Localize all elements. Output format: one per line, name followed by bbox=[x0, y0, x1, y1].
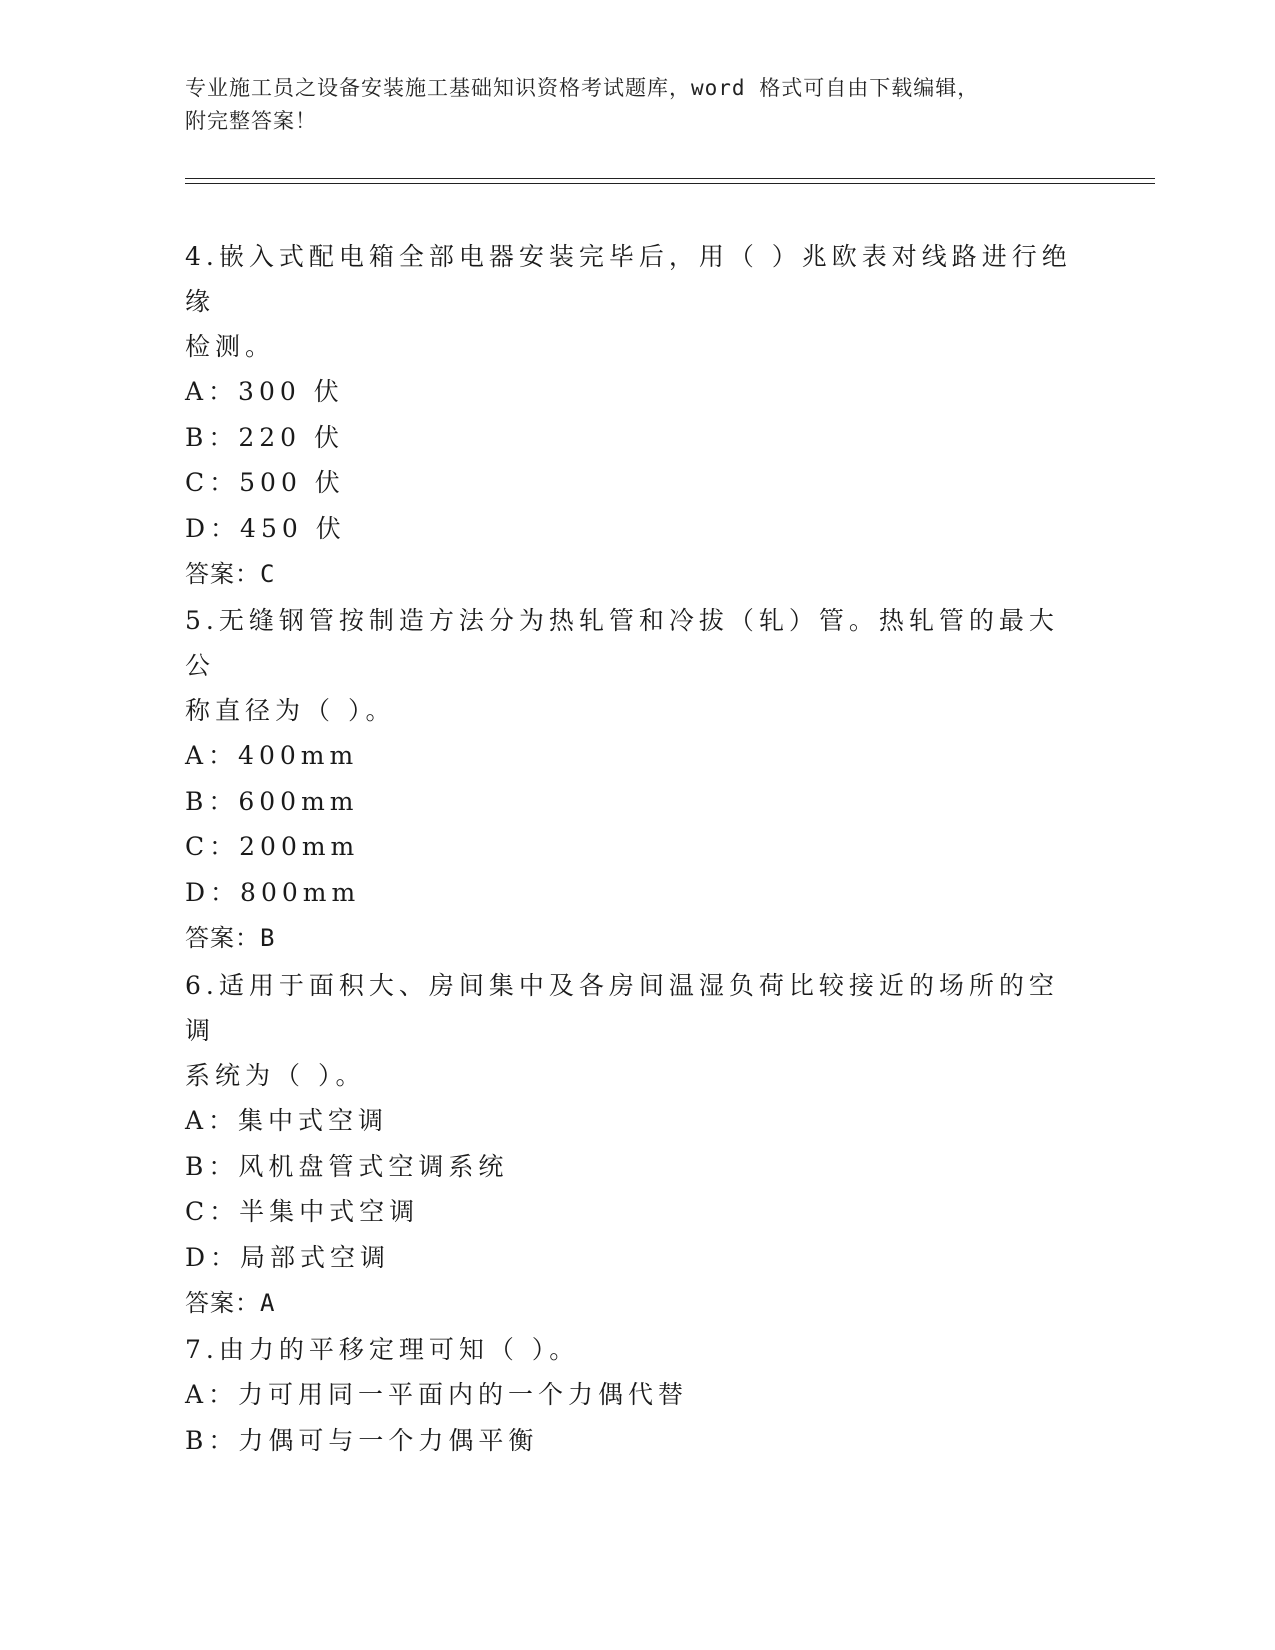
question-stem: 4.嵌入式配电箱全部电器安装完毕后，用（ ）兆欧表对线路进行绝缘 bbox=[185, 242, 1072, 316]
header-line-2: 附完整答案！ bbox=[185, 109, 317, 133]
document-header bbox=[185, 72, 1065, 138]
answer-value: C bbox=[260, 560, 276, 588]
answer-line bbox=[185, 915, 1085, 961]
answer-label: 答案： bbox=[185, 924, 260, 952]
header-line-1: 专业施工员之设备安装施工基础知识资格考试题库，word 格式可自由下载编辑， bbox=[185, 76, 980, 100]
option-d: D：局部式空调 bbox=[185, 1242, 391, 1272]
option-b: B：力偶可与一个力偶平衡 bbox=[185, 1425, 539, 1455]
option-a: A：力可用同一平面内的一个力偶代替 bbox=[185, 1380, 689, 1409]
question-6 bbox=[185, 963, 1085, 1326]
header-divider-top bbox=[185, 178, 1155, 179]
question-stem: 系统为（ ）。 bbox=[185, 1061, 366, 1090]
answer-value: A bbox=[260, 1289, 276, 1317]
option-d: D：450 伏 bbox=[185, 513, 346, 543]
option-a: A：集中式空调 bbox=[185, 1106, 389, 1135]
option-c: C：200mm bbox=[185, 832, 360, 861]
question-7 bbox=[185, 1327, 1085, 1463]
answer-value: B bbox=[260, 924, 276, 952]
header-divider-bottom bbox=[185, 183, 1155, 184]
question-5 bbox=[185, 598, 1085, 961]
question-stem: 6.适用于面积大、房间集中及各房间温湿负荷比较接近的场所的空调 bbox=[185, 971, 1059, 1045]
option-c: C：半集中式空调 bbox=[185, 1197, 420, 1226]
option-b: B：600mm bbox=[185, 786, 359, 816]
question-4 bbox=[185, 234, 1085, 597]
option-b: B：风机盘管式空调系统 bbox=[185, 1151, 509, 1181]
option-b: B：220 伏 bbox=[185, 422, 345, 452]
question-stem: 5.无缝钢管按制造方法分为热轧管和冷拔（轧）管。热轧管的最大公 bbox=[185, 606, 1059, 680]
question-stem: 7.由力的平移定理可知（ ）。 bbox=[185, 1335, 580, 1364]
answer-line bbox=[185, 551, 1085, 597]
option-a: A：300 伏 bbox=[185, 377, 344, 406]
question-stem: 称直径为（ ）。 bbox=[185, 696, 396, 725]
answer-line bbox=[185, 1280, 1085, 1326]
option-c: C：500 伏 bbox=[185, 468, 345, 497]
option-a: A：400mm bbox=[185, 741, 359, 770]
answer-label: 答案： bbox=[185, 560, 260, 588]
question-stem: 检测。 bbox=[185, 332, 276, 361]
answer-label: 答案： bbox=[185, 1289, 260, 1317]
option-d: D：800mm bbox=[185, 877, 361, 907]
